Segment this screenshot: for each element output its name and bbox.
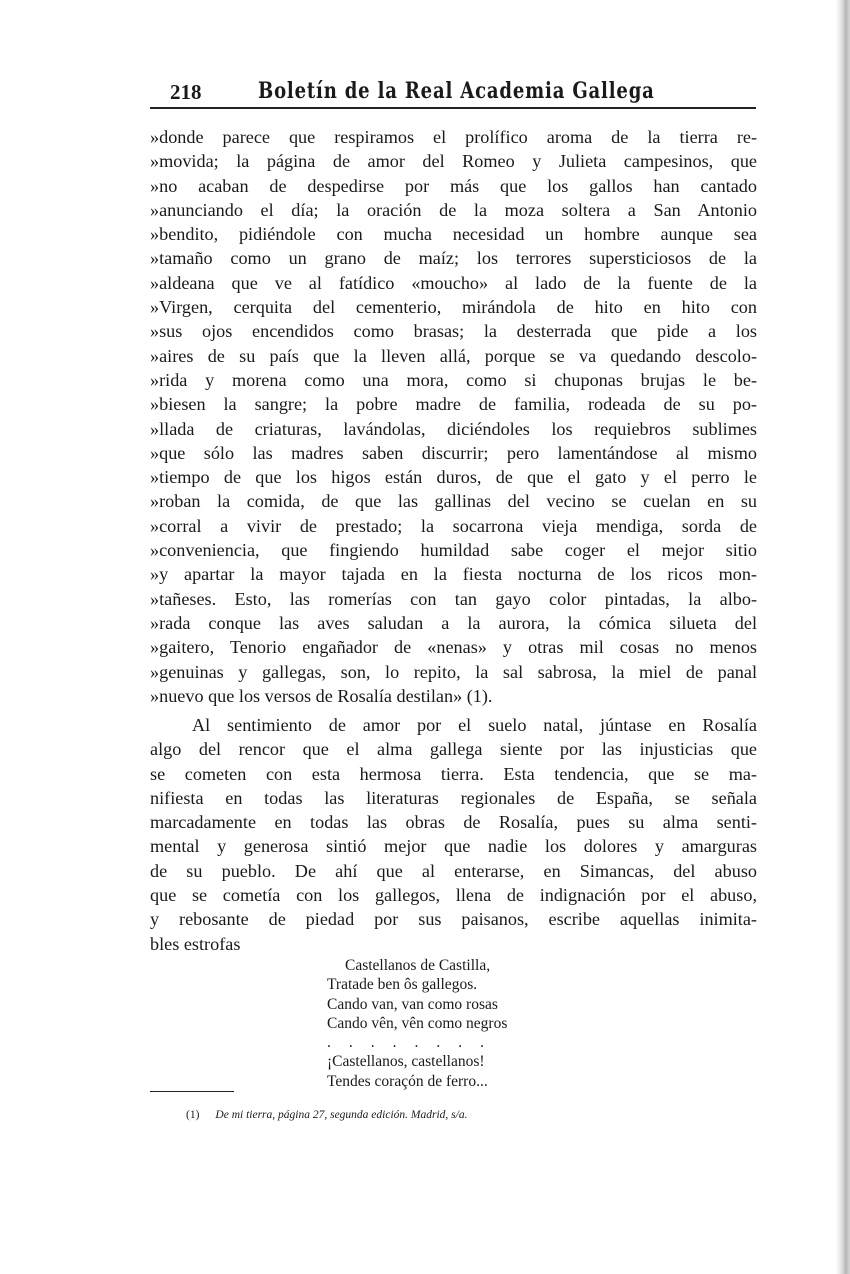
text-line: »y apartar la mayor tajada en la fiesta nocturna de los ricos mon- xyxy=(150,564,757,585)
text-line: »gaitero, Tenorio engañador de «nenas» y otras mil cosas no menos xyxy=(150,637,757,658)
text-line: »corral a vivir de prestado; la socarrona vieja mendiga, sorda de xyxy=(150,515,757,536)
footnote-rule xyxy=(150,1091,234,1092)
text-line: se cometen con esta hermosa tierra. Esta tendencia, que se ma- xyxy=(150,763,757,784)
verse-line: Castellanos de Castilla, xyxy=(345,957,491,974)
text-line: mental y generosa sintió mejor que nadie los dolores y amarguras xyxy=(150,836,757,857)
text-line: »sus ojos encendidos como brasas; la desterrada que pide a los xyxy=(150,321,757,342)
verse-line: Cando vên, vên como negros xyxy=(327,1014,508,1032)
running-header-title: Boletín de la Real Academia Gallega xyxy=(258,78,655,104)
footnote-text: De mi tierra, página 27, segunda edición. Madrid, s/a. xyxy=(215,1109,468,1121)
footnote-marker: (1) xyxy=(186,1109,200,1121)
text-line: »no acaban de despedirse por más que los gallos han cantado xyxy=(150,175,757,196)
text-line: »roban la comida, de que las gallinas del vecino se cuelan en su xyxy=(150,491,757,512)
text-line: »genuinas y gallegas, son, lo repito, la sal sabrosa, la miel de panal xyxy=(150,661,757,682)
header-rule xyxy=(150,107,756,109)
verse-line: Cando van, van como rosas xyxy=(327,995,498,1013)
page-number: 218 xyxy=(170,80,202,104)
text-line: »donde parece que respiramos el prolífico aroma de la tierra re- xyxy=(150,127,757,147)
verse-ellipsis: ........ xyxy=(327,1034,502,1052)
text-line: que se cometía con los gallegos, llena de indignación por el abuso, xyxy=(150,885,757,906)
text-line: bles estrofas xyxy=(150,933,241,954)
verse-block xyxy=(327,956,507,1091)
text-line: y rebosante de piedad por sus paisanos, escribe aquellas inimita- xyxy=(150,909,757,930)
text-line: algo del rencor que el alma gallega siente por las injusticias que xyxy=(150,739,757,760)
text-line: »anunciando el día; la oración de la moza soltera a San Antonio xyxy=(150,199,757,220)
text-line: »rada conque las aves saludan a la aurora, la cómica silueta del xyxy=(150,612,757,633)
text-line: »conveniencia, que fingiendo humildad sabe coger el mejor sitio xyxy=(150,540,757,561)
text-line: »Virgen, cerquita del cementerio, mirándola de hito en hito con xyxy=(150,297,757,318)
text-line: »llada de criaturas, lavándolas, diciéndoles los requiebros sublimes xyxy=(150,418,757,439)
verse-line: Tratade ben ôs gallegos. xyxy=(327,976,478,994)
text-line: marcadamente en todas las obras de Rosalía, pues su alma senti- xyxy=(150,812,757,833)
verse-line: Tendes coraçón de ferro... xyxy=(327,1072,488,1090)
text-line: »bendito, pidiéndole con mucha necesidad un hombre aunque sea xyxy=(150,224,757,245)
text-line: de su pueblo. De ahí que al enterarse, en Simancas, del abuso xyxy=(150,860,757,881)
text-line: »rida y morena como una mora, como si chuponas brujas le be- xyxy=(150,369,757,390)
text-line: »tamaño como un grano de maíz; los terrores supersticiosos de la xyxy=(150,248,757,269)
text-line: Al sentimiento de amor por el suelo natal, júntase en Rosalía xyxy=(192,715,757,735)
text-line: »aires de su país que la lleven allá, porque se va quedando descolo- xyxy=(150,345,757,366)
text-line: »nuevo que los versos de Rosalía destilan» (1). xyxy=(150,685,493,706)
verse-line: ¡Castellanos, castellanos! xyxy=(327,1053,485,1071)
text-line: »tañeses. Esto, las romerías con tan gayo color pintadas, la albo- xyxy=(150,588,757,609)
text-line: »tiempo de que los higos están duros, de que el gato y el perro le xyxy=(150,467,757,488)
quoted-passage xyxy=(150,125,757,708)
body-paragraph xyxy=(150,713,757,956)
text-line: nifiesta en todas las literaturas regionales de España, se señala xyxy=(150,787,757,808)
text-line: »movida; la página de amor del Romeo y Julieta campesinos, que xyxy=(150,151,757,172)
scan-edge-shadow xyxy=(836,0,850,1274)
text-line: »aldeana que ve al fatídico «moucho» al lado de la fuente de la xyxy=(150,272,757,293)
text-line: »que sólo las madres saben discurrir; pero lamentándose al mismo xyxy=(150,442,757,463)
text-line: »biesen la sangre; la pobre madre de familia, rodeada de su po- xyxy=(150,394,757,415)
footnote xyxy=(186,1109,467,1121)
